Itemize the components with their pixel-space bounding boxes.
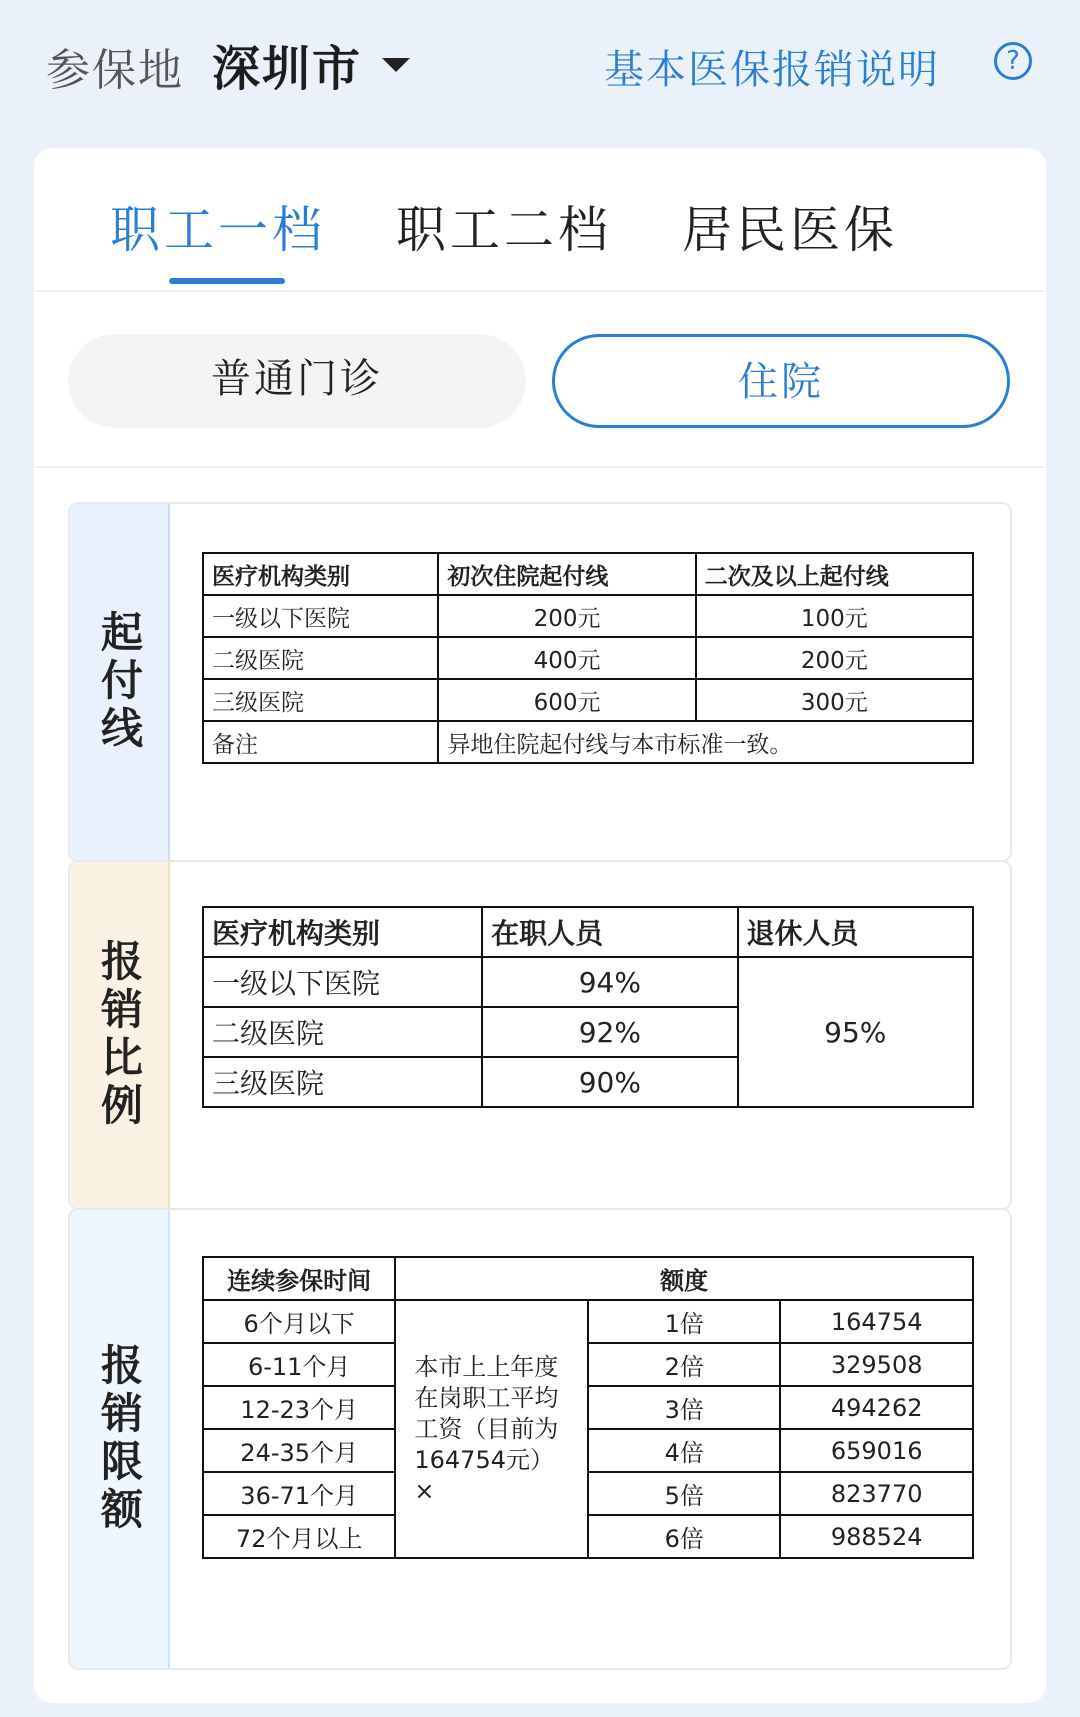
table-cell: 329508 — [780, 1343, 973, 1386]
section-side-label — [70, 862, 170, 1208]
region-label: 参保地 — [46, 45, 184, 96]
table-row — [203, 721, 973, 763]
table-cell: 36-71个月 — [203, 1472, 395, 1515]
insurance-card — [34, 148, 1046, 1703]
region-city-selector[interactable]: 深圳市 — [212, 41, 363, 97]
base-wage-description — [395, 1300, 588, 1558]
table-row — [203, 1472, 973, 1515]
table-cell: 600元 — [438, 679, 695, 721]
table-cell: 6个月以下 — [203, 1300, 395, 1343]
note-text: 异地住院起付线与本市标准一致。 — [438, 721, 973, 763]
table-cell: 72个月以上 — [203, 1515, 395, 1558]
table-cell: 823770 — [780, 1472, 973, 1515]
table-cell: 三级医院 — [203, 679, 438, 721]
base-text-line: 在岗职工平均 — [414, 1383, 559, 1412]
table-cell: 200元 — [438, 595, 695, 637]
table-header-row — [203, 553, 973, 595]
table-row — [203, 679, 973, 721]
top-bar — [0, 0, 1080, 128]
retired-ratio-cell: 95% — [738, 957, 973, 1107]
section-title-ratio: 报销比例 — [95, 939, 144, 1131]
plan-tabs — [34, 148, 1046, 292]
section-side-label — [70, 504, 170, 860]
table-cell: 一级以下医院 — [203, 595, 438, 637]
section-side-label — [70, 1210, 170, 1668]
section-reimbursement-ratio — [68, 860, 1012, 1210]
ratio-table — [202, 906, 974, 1108]
table-header-row — [203, 907, 973, 957]
base-text-line: 工资（目前为 — [414, 1414, 559, 1443]
active-tab-indicator — [169, 278, 285, 284]
table-cell: 400元 — [438, 637, 695, 679]
table-cell: 12-23个月 — [203, 1386, 395, 1429]
table-header: 连续参保时间 — [203, 1257, 395, 1300]
reimbursement-explanation-link[interactable]: 基本医保报销说明 — [604, 47, 940, 93]
section-deductible — [68, 502, 1012, 862]
table-cell: 90% — [482, 1057, 737, 1107]
base-text-line: 本市上上年度 — [414, 1352, 559, 1381]
tab-employee-tier-2[interactable]: 职工二档 — [396, 201, 612, 259]
table-row — [203, 957, 973, 1007]
section-title-limit: 报销限额 — [95, 1343, 144, 1535]
table-cell: 5倍 — [588, 1472, 780, 1515]
base-text-line: 164754元）× — [414, 1445, 554, 1505]
table-cell: 300元 — [696, 679, 973, 721]
table-cell: 92% — [482, 1007, 737, 1057]
limit-table — [202, 1256, 974, 1559]
table-header: 医疗机构类别 — [203, 907, 482, 957]
table-row — [203, 595, 973, 637]
table-cell: 988524 — [780, 1515, 973, 1558]
table-row — [203, 1429, 973, 1472]
table-cell: 6-11个月 — [203, 1343, 395, 1386]
table-cell: 三级医院 — [203, 1057, 482, 1107]
table-cell: 100元 — [696, 595, 973, 637]
table-cell: 3倍 — [588, 1386, 780, 1429]
table-cell: 2倍 — [588, 1343, 780, 1386]
help-icon[interactable]: ? — [994, 42, 1032, 80]
table-header: 初次住院起付线 — [438, 553, 695, 595]
table-cell: 6倍 — [588, 1515, 780, 1558]
table-header: 退休人员 — [738, 907, 973, 957]
table-cell: 659016 — [780, 1429, 973, 1472]
table-header: 医疗机构类别 — [203, 553, 438, 595]
table-row — [203, 637, 973, 679]
chevron-down-icon[interactable] — [382, 58, 410, 72]
tab-employee-tier-1[interactable]: 职工一档 — [110, 201, 326, 259]
table-cell: 94% — [482, 957, 737, 1007]
section-reimbursement-limit — [68, 1208, 1012, 1670]
segment-outpatient[interactable]: 普通门诊 — [68, 334, 526, 428]
table-cell: 164754 — [780, 1300, 973, 1343]
table-cell: 494262 — [780, 1386, 973, 1429]
table-cell: 二级医院 — [203, 1007, 482, 1057]
table-header: 在职人员 — [482, 907, 737, 957]
tab-resident-insurance[interactable]: 居民医保 — [682, 201, 898, 259]
table-cell: 4倍 — [588, 1429, 780, 1472]
table-row — [203, 1300, 973, 1343]
table-header: 额度 — [395, 1257, 973, 1300]
table-cell: 1倍 — [588, 1300, 780, 1343]
table-cell: 二级医院 — [203, 637, 438, 679]
section-title-deductible: 起付线 — [95, 610, 144, 754]
table-cell: 24-35个月 — [203, 1429, 395, 1472]
table-row — [203, 1515, 973, 1558]
table-header-row — [203, 1257, 973, 1300]
table-row — [203, 1386, 973, 1429]
table-header: 二次及以上起付线 — [696, 553, 973, 595]
note-label: 备注 — [203, 721, 438, 763]
table-cell: 200元 — [696, 637, 973, 679]
segment-inpatient[interactable]: 住院 — [552, 334, 1010, 428]
table-row — [203, 1343, 973, 1386]
divider — [34, 466, 1046, 468]
deductible-table — [202, 552, 974, 764]
table-cell: 一级以下医院 — [203, 957, 482, 1007]
